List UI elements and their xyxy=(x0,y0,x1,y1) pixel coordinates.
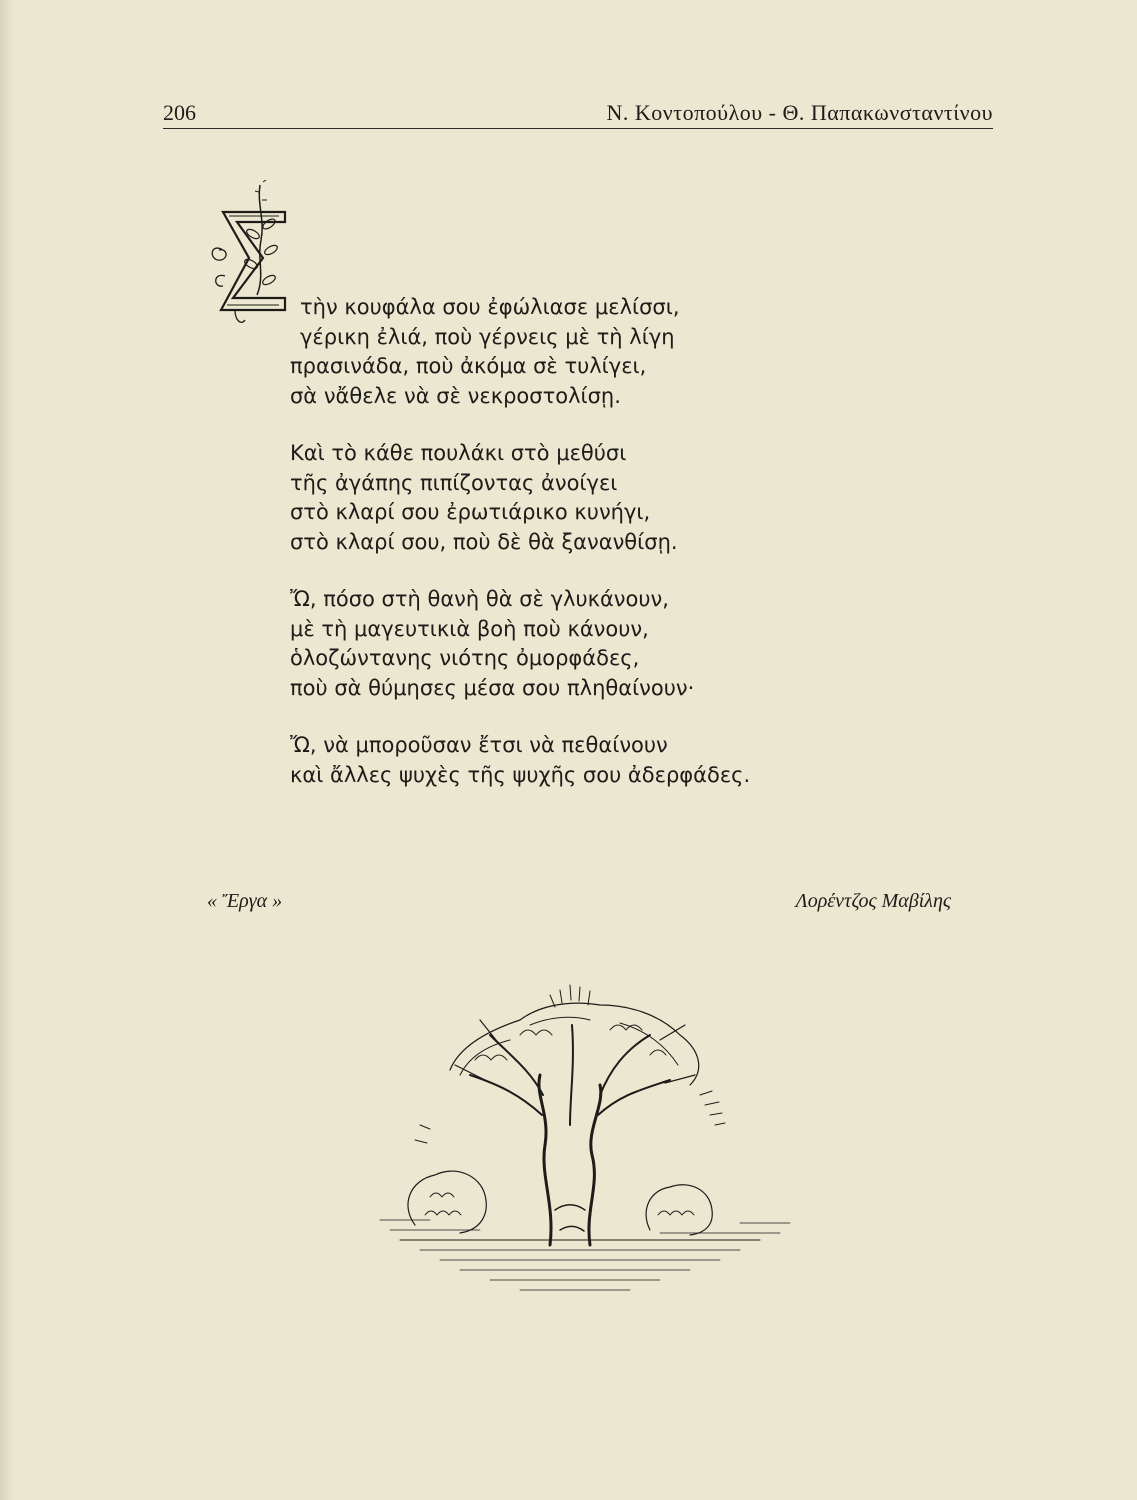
poem-line: τὴν κουφάλα σου ἐφώλιασε μελίσσι, xyxy=(300,295,680,319)
poem-line: ποὺ σὰ θύμησες μέσα σου πληθαίνουν· xyxy=(290,675,695,700)
stanza-2 xyxy=(290,439,910,557)
poem-line: Ὤ, πόσο στὴ θανὴ θὰ σὲ γλυκάνουν, xyxy=(290,587,669,611)
header-rule xyxy=(163,128,993,129)
poem-line: γέρικη ἐλιά, ποὺ γέρνεις μὲ τὴ λίγη xyxy=(300,324,675,349)
page-number: 206 xyxy=(163,100,196,125)
drop-cap-ornament xyxy=(205,180,295,330)
poem-line: στὸ κλαρί σου ἐρωτιάρικο κυνήγι, xyxy=(290,500,651,524)
poem-line: πρασινάδα, ποὺ ἀκόμα σὲ τυλίγει, xyxy=(290,354,647,378)
poem-line: μὲ τὴ μαγευτικιὰ βοὴ ποὺ κάνουν, xyxy=(290,616,649,641)
stanza-1 xyxy=(290,293,910,411)
poem-line: τῆς ἀγάπης πιπίζοντας ἀνοίγει xyxy=(290,470,618,495)
poem-line: στὸ κλαρί σου, ποὺ δὲ θὰ ξανανθίσῃ. xyxy=(290,529,678,554)
poem-line: Ὤ, νὰ μποροῦσαν ἔτσι νὰ πεθαίνουν xyxy=(290,733,668,757)
author-name: Λορέντζος Μαβίλης xyxy=(795,890,951,912)
stanza-3 xyxy=(290,585,910,703)
page-edge xyxy=(0,0,14,1500)
poem-line: καὶ ἄλλες ψυχὲς τῆς ψυχῆς σου ἀδερφάδες. xyxy=(290,762,751,787)
source-title: « Ἔργα » xyxy=(207,890,283,912)
poem xyxy=(290,293,910,818)
poem-line: σὰ νἄθελε νὰ σὲ νεκροστολίσῃ. xyxy=(290,383,621,408)
poem-line: Καὶ τὸ κάθε πουλάκι στὸ μεθύσι xyxy=(290,441,627,465)
page-header xyxy=(163,98,993,128)
running-head: Ν. Κοντοπούλου - Θ. Παπακωνσταντίνου xyxy=(606,100,993,125)
poem-line: ὁλοζώντανης νιότης ὀμορφάδες, xyxy=(290,646,640,670)
olive-tree-illustration xyxy=(360,975,800,1305)
stanza-4 xyxy=(290,731,910,790)
